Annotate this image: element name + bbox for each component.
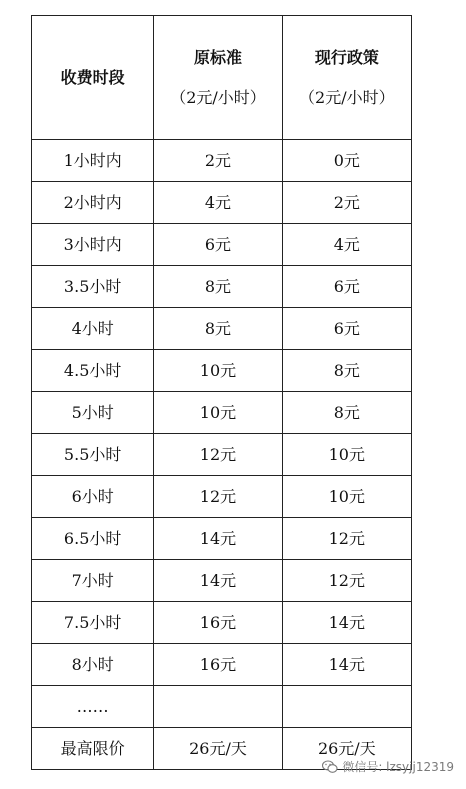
cell-current-fee: 6元 — [282, 266, 411, 308]
cell-current-fee: 12元 — [282, 560, 411, 602]
cell-period: 5.5小时 — [32, 434, 154, 476]
cell-original-fee: 4元 — [154, 182, 282, 224]
table-row — [32, 602, 412, 644]
cell-original-fee: 8元 — [154, 266, 282, 308]
cell-original-fee: 10元 — [154, 392, 282, 434]
table-row — [32, 224, 412, 266]
cell-current-fee: 10元 — [282, 434, 411, 476]
cell-original-fee: 16元 — [154, 602, 282, 644]
cell-period: 7小时 — [32, 560, 154, 602]
cell-period: 4小时 — [32, 308, 154, 350]
cell-period: 7.5小时 — [32, 602, 154, 644]
table-row — [32, 140, 412, 182]
table-row — [32, 392, 412, 434]
header-original-standard — [154, 16, 282, 140]
cell-period: 3小时内 — [32, 224, 154, 266]
cell-period: 8小时 — [32, 644, 154, 686]
table-row — [32, 476, 412, 518]
table-row — [32, 560, 412, 602]
fee-table — [31, 15, 412, 770]
wechat-icon — [322, 760, 338, 774]
header-period: 收费时段 — [32, 16, 154, 140]
fee-table-body — [32, 140, 412, 770]
header-original-rate: （2元/小时） — [170, 87, 266, 107]
cell-original-fee: 6元 — [154, 224, 282, 266]
cell-original-fee — [154, 686, 282, 728]
cell-current-fee: 26元/天 — [282, 728, 411, 770]
header-current-policy — [282, 16, 411, 140]
cell-current-fee: 10元 — [282, 476, 411, 518]
cell-original-fee: 12元 — [154, 434, 282, 476]
header-original-title: 原标准 — [193, 48, 242, 68]
cell-current-fee: 12元 — [282, 518, 411, 560]
cell-original-fee: 8元 — [154, 308, 282, 350]
cell-period: 4.5小时 — [32, 350, 154, 392]
cell-original-fee: 12元 — [154, 476, 282, 518]
cell-period: 6.5小时 — [32, 518, 154, 560]
cell-original-fee: 26元/天 — [154, 728, 282, 770]
cell-current-fee: 8元 — [282, 350, 411, 392]
table-row — [32, 350, 412, 392]
cell-period: 3.5小时 — [32, 266, 154, 308]
header-current-title: 现行政策 — [314, 48, 379, 68]
watermark — [322, 758, 454, 775]
table-row — [32, 266, 412, 308]
table-row — [32, 686, 412, 728]
cell-current-fee: 8元 — [282, 392, 411, 434]
header-row — [32, 16, 412, 140]
cell-period: 6小时 — [32, 476, 154, 518]
cell-period: 2小时内 — [32, 182, 154, 224]
cell-current-fee: 2元 — [282, 182, 411, 224]
cell-period: 5小时 — [32, 392, 154, 434]
cell-original-fee: 16元 — [154, 644, 282, 686]
cell-original-fee: 14元 — [154, 518, 282, 560]
table-row — [32, 182, 412, 224]
cell-current-fee: 4元 — [282, 224, 411, 266]
cell-period: 1小时内 — [32, 140, 154, 182]
cell-period: …… — [32, 686, 154, 728]
header-current-rate: （2元/小时） — [299, 87, 395, 107]
watermark-text: 微信号: lzsyjj12319 — [342, 760, 454, 774]
cell-current-fee: 14元 — [282, 644, 411, 686]
cell-original-fee: 10元 — [154, 350, 282, 392]
table-row — [32, 434, 412, 476]
cell-current-fee: 6元 — [282, 308, 411, 350]
table-row — [32, 644, 412, 686]
cell-original-fee: 2元 — [154, 140, 282, 182]
cell-period: 最高限价 — [32, 728, 154, 770]
cell-current-fee — [282, 686, 411, 728]
cell-current-fee: 14元 — [282, 602, 411, 644]
cell-original-fee: 14元 — [154, 560, 282, 602]
cell-current-fee: 0元 — [282, 140, 411, 182]
table-row — [32, 518, 412, 560]
table-row — [32, 308, 412, 350]
